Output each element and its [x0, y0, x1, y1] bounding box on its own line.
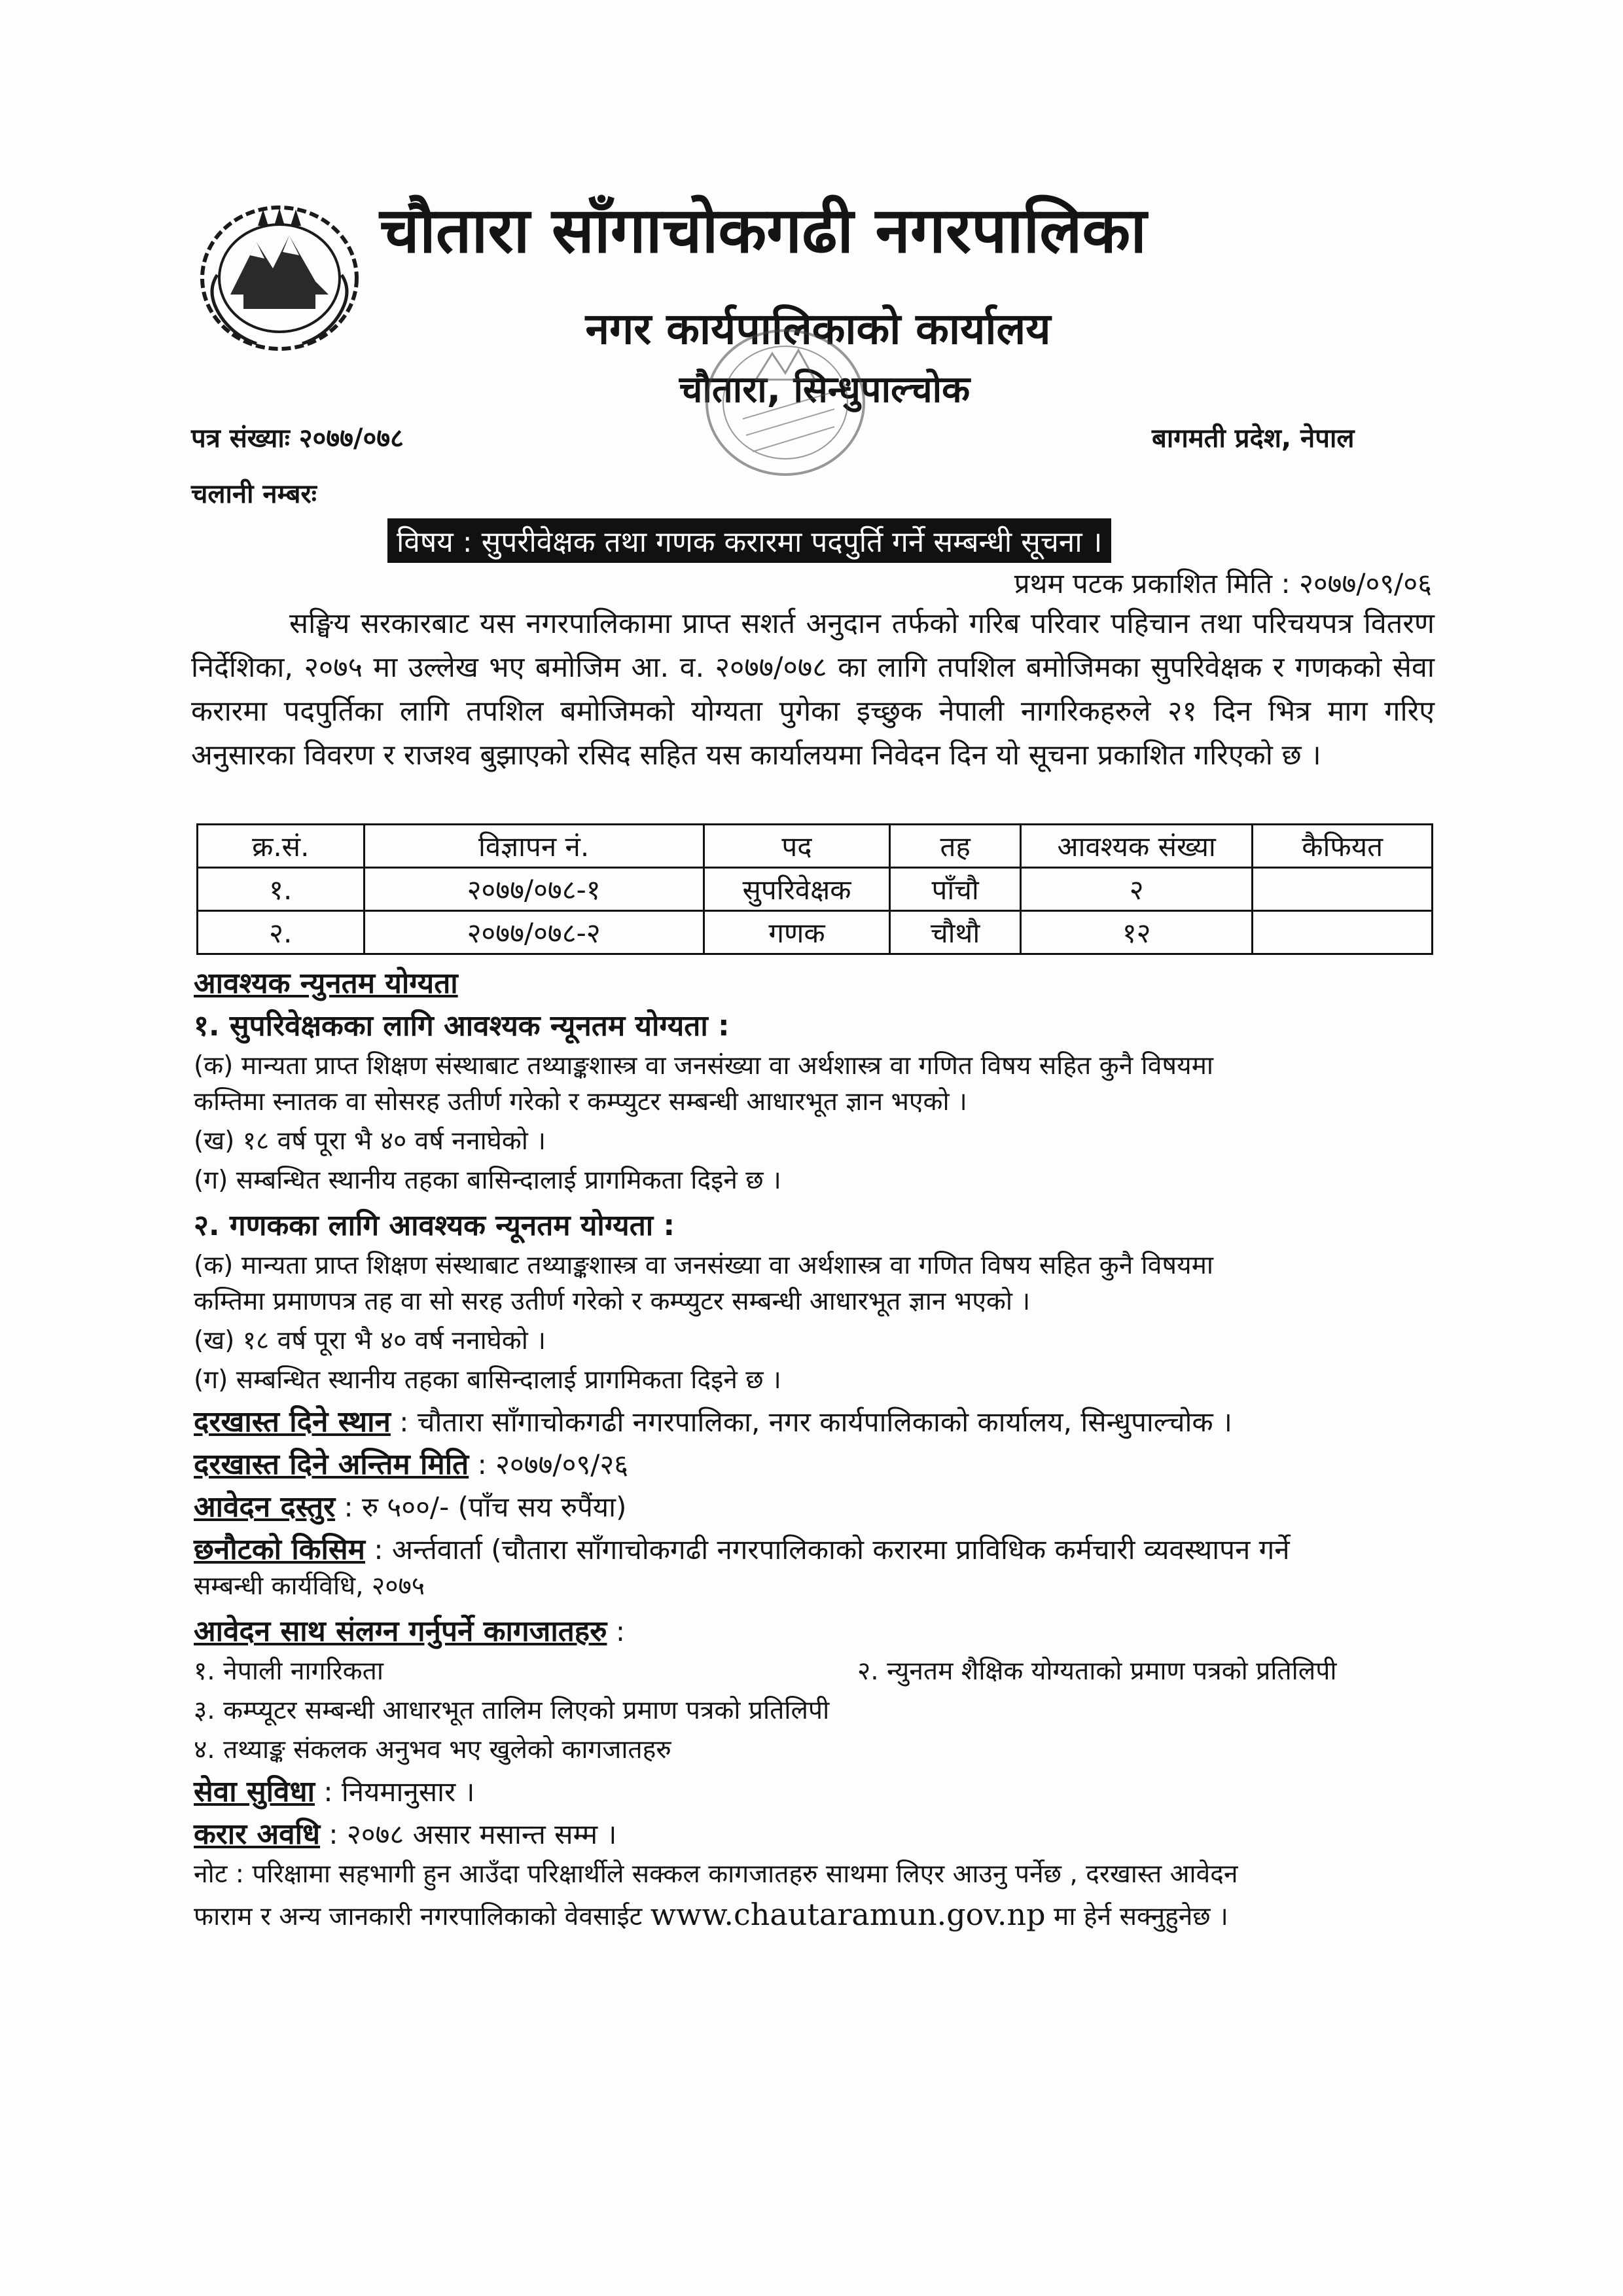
table-cell: चौथौ: [890, 911, 1021, 954]
published-date: प्रथम पटक प्रकाशित मिति : २०७७/०९/०६: [1014, 567, 1432, 600]
table-row: [198, 868, 1433, 911]
table-cell: २.: [198, 911, 365, 954]
supervisor-qualification-b: (ख) १८ वर्ष पूरा भै ४० वर्ष ननाघेको ।: [194, 1126, 546, 1156]
note-text-end: मा हेर्न सक्नुहुनेछ ।: [1045, 1902, 1228, 1931]
note-line-2: [194, 1897, 1228, 1933]
dispatch-number: चलानी नम्बरः: [191, 479, 317, 509]
document-item: २. न्युनतम शैक्षिक योग्यताको प्रमाण पत्रको प्रतिलिपी: [857, 1657, 1337, 1686]
service-benefit: [194, 1770, 474, 1810]
column-header: विज्ञापन नं.: [364, 825, 704, 868]
enumerator-qualification-a-cont: कम्तिमा प्रमाणपत्र तह वा सो सरह उतीर्ण गरेको र कम्प्युटर सम्बन्धी आधारभूत ज्ञान भएको ।: [194, 1287, 1031, 1316]
column-header: पद: [704, 825, 890, 868]
supervisor-qualification-c: (ग) सम्बन्धित स्थानीय तहका बासिन्दालाई प्रागमिकता दिइने छ ।: [194, 1166, 781, 1195]
note-line-1: नोट : परिक्षामा सहभागी हुन आउँदा परिक्षार्थीले सक्कल कागजातहरु साथमा लिएर आउनु पर्नेछ , दरखास्त आवेदन: [194, 1859, 1238, 1889]
table-cell: [1253, 868, 1433, 911]
service-benefit-label: सेवा सुविधा: [194, 1775, 315, 1808]
enumerator-qualification-b: (ख) १८ वर्ष पूरा भै ४० वर्ष ननाघेको ।: [194, 1326, 546, 1355]
required-documents: [194, 1610, 625, 1649]
enumerator-qualification-a: (क) मान्यता प्राप्त शिक्षण संस्थाबाट तथ्याङ्कशास्त्र वा जनसंख्या वा अर्थशास्त्र वा गणित विषय सहित कुनै विषयमा: [194, 1251, 1214, 1280]
supervisor-qualification-a: (क) मान्यता प्राप्त शिक्षण संस्थाबाट तथ्याङ्कशास्त्र वा जनसंख्या वा अर्थशास्त्र वा गणित विषय सहित कुनै विषयमा: [194, 1051, 1214, 1081]
org-name: चौतारा साँगाचोकगढी नगरपालिका: [380, 194, 1147, 267]
table-cell: १२: [1020, 911, 1252, 954]
required-documents-label: आवेदन साथ संलग्न गर्नुपर्ने कागजातहरु: [194, 1615, 607, 1648]
column-header: तह: [890, 825, 1021, 868]
supervisor-qualification-heading: १. सुपरिवेक्षकका लागि आवश्यक न्यूनतम योग्यता :: [194, 1009, 730, 1043]
selection-method-value: : अर्न्तवार्ता (चौतारा साँगाचोकगढी नगरपालिकाको करारमा प्राविधिक कर्मचारी व्यवस्थापन गर्ने: [365, 1534, 1290, 1566]
office-stamp: [681, 314, 890, 491]
application-place: [194, 1401, 1232, 1440]
application-place-label: दरखास्त दिने स्थान: [194, 1405, 391, 1439]
contract-term: [194, 1813, 616, 1852]
notice-intro: सङ्घिय सरकारबाट यस नगरपालिकामा प्राप्त सशर्त अनुदान तर्फको गरिब परिवार पहिचान तथा परिचयपत्र वितरण निर्देशिका, २०७५ मा उल्लेख भए बमोजिम आ. व. २०७७/०७८ का लागि तपशिल बमोजिमका सुपरिवेक्षक र गणकको सेवा करारमा पदपुर्तिका लागि तपशिल बमोजिमको योग्यता पुगेका इच्छुक नेपाली नागरिकहरुले २१ दिन भित्र माग गरिए अनुसारका विवरण र राजश्व बुझाएको रसिद सहित यस कार्यालयमा निवेदन दिन यो सूचना प्रकाशित गरिएको छ ।: [191, 607, 1435, 772]
table-cell: पाँचौ: [890, 868, 1021, 911]
application-fee-label: आवेदन दस्तुर: [194, 1490, 336, 1524]
table-cell: सुपरिवेक्षक: [704, 868, 890, 911]
service-benefit-value: : नियमानुसार ।: [314, 1776, 475, 1808]
column-header: आवश्यक संख्या: [1020, 825, 1252, 868]
qualifications-heading: आवश्यक न्युनतम योग्यता: [194, 967, 458, 1000]
letter-number: पत्र संख्याः २०७७/०७८: [191, 423, 404, 454]
vacancy-table: [196, 823, 1433, 955]
stamp-icon: [681, 314, 890, 491]
table-cell: २: [1020, 868, 1252, 911]
required-documents-colon: :: [607, 1615, 625, 1647]
website-link[interactable]: www.chautaramun.gov.np: [650, 1897, 1046, 1932]
application-deadline-label: दरखास्त दिने अन्तिम मिति: [194, 1448, 469, 1481]
supervisor-qualification-a-cont: कम्तिमा स्नातक वा सोसरह उतीर्ण गरेको र कम्प्युटर सम्बन्धी आधारभूत ज्ञान भएको ।: [194, 1087, 967, 1117]
table-cell: १.: [198, 868, 365, 911]
table-cell: [1253, 911, 1433, 954]
notice-subject: विषय : सुपरीवेक्षक तथा गणक करारमा पदपुर्ति गर्ने सम्बन्धी सूचना ।: [387, 518, 1111, 563]
column-header: क्र.सं.: [198, 825, 365, 868]
table-header-row: [198, 825, 1433, 868]
enumerator-qualification-heading: २. गणकका लागि आवश्यक न्यूनतम योग्यता :: [194, 1209, 675, 1242]
enumerator-qualification-c: (ग) सम्बन्धित स्थानीय तहका बासिन्दालाई प्रागमिकता दिइने छ ।: [194, 1365, 781, 1395]
document-item: ३. कम्प्यूटर सम्बन्धी आधारभूत तालिम लिएको प्रमाण पत्रको प्रतिलिपी: [194, 1696, 830, 1725]
selection-method-value-cont: सम्बन्धी कार्यविधि, २०७५: [194, 1571, 425, 1601]
application-fee-value: : रु ५००/- (पाँच सय रुपैंया): [335, 1491, 627, 1523]
column-header: कैफियत: [1253, 825, 1433, 868]
application-deadline-value: : २०७७/०९/२६: [469, 1448, 629, 1480]
document-item: १. नेपाली नागरिकता: [194, 1657, 383, 1686]
selection-method: [194, 1528, 1290, 1568]
application-deadline: [194, 1443, 628, 1482]
table-cell: गणक: [704, 911, 890, 954]
province-name: बागमती प्रदेश, नेपाल: [1152, 423, 1355, 454]
selection-method-label: छनौटको किसिम: [194, 1533, 365, 1566]
table-row: [198, 911, 1433, 954]
note-text: फाराम र अन्य जानकारी नगरपालिकाको वेवसाईट: [194, 1902, 651, 1931]
table-cell: २०७७/०७८-१: [364, 868, 704, 911]
table-cell: २०७७/०७८-२: [364, 911, 704, 954]
document-item: ४. तथ्याङ्क संकलक अनुभव भए खुलेको कागजातहरु: [194, 1735, 671, 1765]
office-name: नगर कार्यपालिकाको कार्यालय: [585, 304, 1051, 354]
application-place-value: : चौतारा साँगाचोकगढी नगरपालिका, नगर कार्यपालिकाको कार्यालय, सिन्धुपाल्चोक ।: [390, 1406, 1232, 1438]
contract-term-label: करार अवधि: [194, 1818, 321, 1851]
contract-term-value: : २०७८ असार मसान्त सम्म ।: [320, 1818, 617, 1850]
application-fee: [194, 1486, 626, 1525]
office-location: चौतारा, सिन्धुपाल्चोक: [679, 368, 971, 411]
